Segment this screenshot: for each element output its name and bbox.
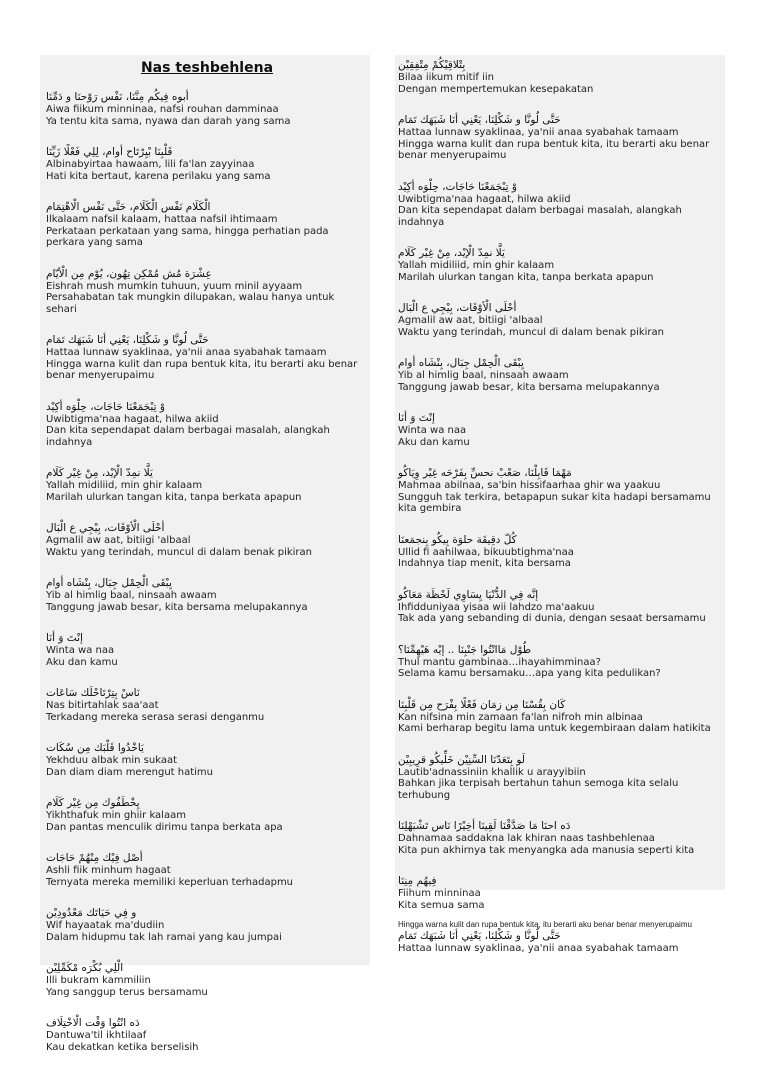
lyric-stanza	[398, 58, 722, 95]
transliteration-line: Hattaa lunnaw syaklinaa, ya'nii anaa syabahak tamaam	[398, 943, 679, 954]
transliteration-line: Mahmaa abilnaa, sa'bin hissifaarhaa ghir wa yaakuu	[398, 480, 661, 491]
translation-line: Kami berharap begitu lama untuk kegembiraan dalam hatikita	[398, 723, 711, 734]
arabic-line: لَو بِتَعَدّنَا السِّنِيْن خَلِّيكُو قرِيبِيْن	[398, 753, 525, 766]
lyric-stanza	[46, 576, 368, 613]
transliteration-line: Yib al himlig baal, ninsaah awaam	[398, 370, 569, 381]
transliteration-line: Illi bukram kammiliin	[46, 975, 151, 986]
arabic-line: دَه احنَا مَا صَدَّقْنَا لَقِينَا أخِيْرًا نَاس تَشْبَهْلِنَا	[398, 820, 571, 832]
lyric-stanza	[46, 466, 368, 503]
transliteration-line: Agmalil aw aat, bitiigi 'albaal	[46, 535, 191, 546]
translation-line: Marilah ulurkan tangan kita, tanpa berkata apapun	[398, 271, 654, 283]
lyric-stanza	[398, 698, 722, 735]
transliteration-line: Yekhduu albak min sukaat	[46, 755, 177, 766]
translation-line: Waktu yang terindah, muncul di dalam benak pikiran	[398, 326, 665, 338]
arabic-line: الْكَلَام نَفْس الْكَلَام، حَتَّى نَفْس الْاهْتِمَام	[46, 201, 211, 213]
lyric-stanza	[398, 533, 722, 570]
lyric-stanza	[398, 301, 722, 338]
lyric-stanza	[398, 356, 722, 393]
arabic-line: حَتَّى لُونَّا و شَكْلِنَا، يَعْنِي أنَا شَبَهَك تَمَام	[46, 334, 209, 346]
arabic-line: طُوْل مَاانْتُوا جَنْبِنَا .. إيْه هَيْهِمِّنَا؟	[398, 643, 532, 656]
lyric-stanza	[46, 521, 368, 558]
arabic-line: دَه انْتُوا وَقْت الْاخْتِلَاف	[46, 1017, 140, 1029]
transliteration-line: Dantuwa'til ikhtilaaf	[46, 1030, 147, 1041]
lyric-stanza	[46, 267, 368, 316]
transliteration-line: Lautib'adnassiniin khallik u arayyibiin	[398, 766, 586, 778]
lyric-stanza	[46, 906, 368, 943]
translation-line: Tak ada yang sebanding di dunia, dengan sesaat bersamamu	[398, 613, 706, 624]
translation-line: Ya tentu kita sama, nyawa dan darah yang sama	[46, 115, 291, 127]
transliteration-line: Bilaa iikum mitif iin	[398, 72, 494, 83]
arabic-line: قَلْبِنَا بْيِرْتَاح أوام، لِلِي فَعْلًا زَيِّنَا	[46, 146, 173, 158]
lyric-stanza	[46, 851, 368, 888]
transliteration-line: Thul mantu gambinaa…ihayahimminaa?	[398, 656, 601, 668]
lyric-stanza	[46, 686, 368, 723]
arabic-line: بِتْلاقِيْكُمْ مِتْفِقِيْن	[398, 59, 466, 71]
arabic-line: إنْتَ وَ أنَا	[398, 412, 435, 424]
song-title: Nas teshbehlena	[140, 60, 274, 76]
translation-line: Selama kamu bersamaku…apa yang kita pedulikan?	[398, 668, 661, 679]
translation-line: Dan kita sependapat dalam berbagai masalah, alangkah indahnya	[46, 425, 330, 448]
transliteration-line: Dahnamaa saddakna lak khiran naas tashbehlenaa	[398, 833, 655, 844]
translation-line: Kita pun akhirnya tak menyangka ada manusia seperti kita	[398, 844, 695, 856]
transliteration-line: Yallah midiliid, min ghir kalaam	[398, 260, 555, 271]
translation-line: Kau dekatkan ketika berselisih	[46, 1041, 199, 1053]
lyric-stanza	[398, 874, 722, 911]
transliteration-line: Aiwa fiikum minninaa, nafsi rouhan damminaa	[46, 104, 279, 115]
arabic-line: الْلِي بُكْرَه مْكَمِّلِيْن	[46, 962, 124, 974]
lyric-stanza	[46, 741, 368, 778]
transliteration-line: Albinabyirtaa hawaam, lili fa'lan zayyinaa	[46, 159, 255, 170]
translation-line: Dan pantas menculik dirimu tanpa berkata apa	[46, 821, 283, 833]
transliteration-line: Ashli fiik minhum hagaat	[46, 865, 171, 876]
lyric-stanza	[46, 400, 368, 449]
arabic-line: أحْلَى الْأوْقَات، بِيْجِي ع الْبَال	[398, 302, 517, 314]
transliteration-line: Yikhthafuk min ghiir kalaam	[46, 810, 186, 821]
translation-line: Hingga warna kulit dan rupa bentuk kita, itu berarti aku benar benar menyerupaimu	[46, 358, 358, 381]
arabic-line: نَاسْ بِتِرْتَاحْلَك سَاعَات	[46, 687, 140, 699]
lyric-stanza	[398, 113, 722, 162]
translation-line: Perkataan perkataan yang sama, hingga perhatian pada perkara yang sama	[46, 225, 329, 248]
arabic-line: فِيهُم مِنِنَا	[398, 875, 437, 887]
translation-line: Yang sanggup terus bersamamu	[46, 986, 208, 998]
transliteration-line: Uwibtigma'naa hagaat, hilwa akiid	[398, 193, 571, 205]
translation-line: Dalam hidupmu tak lah ramai yang kau jumpai	[46, 931, 282, 943]
arabic-line: أصْل فِيْك مِنْهُمْ حَاجَات	[46, 852, 143, 864]
translation-line: Persahabatan tak mungkin dilupakan, walau hanya untuk sehari	[46, 292, 335, 315]
transliteration-line: Ihfidduniyaa yisaa wii lahdzo ma'aakuu	[398, 601, 595, 613]
lyric-stanza	[46, 631, 368, 668]
lyric-stanza	[46, 796, 368, 833]
translation-line: Dan kita sependapat dalam berbagai masalah, alangkah indahnya	[398, 205, 682, 228]
lyric-stanza	[46, 145, 368, 182]
arabic-line: كَان بِقُسْنَا مِن زمَان فَعْلًا بِفْرَح مِن قَلْبِنَا	[398, 698, 566, 711]
translation-line: Bahkan jika terpisah bertahun tahun semoga kita selalu terhubung	[398, 778, 679, 801]
transliteration-line: Ullid fi aahilwaa, bikuubtighma'naa	[398, 546, 574, 558]
arabic-line: وْ تِبْجَمَعْنَا حَاجَات، حِلْوَه أكِيْد	[46, 400, 165, 413]
arabic-line: يِبْقَى الْحِمْل جِبَال، بِنْشَاه أوام	[398, 357, 524, 369]
arabic-line: وْ تِبْجَمَعْنَا حَاجَات، حِلْوَه أكِيْد	[398, 180, 517, 193]
left-column	[46, 58, 368, 1071]
arabic-line: إنَّه فِي الدُّنْيَا يِسَاوِي لَحْظَة مَعَاكُو	[398, 588, 539, 601]
translation-line: Hati kita bertaut, karena perilaku yang sama	[46, 170, 271, 182]
right-column	[398, 58, 722, 973]
arabic-line: حَتَّى لُونَّا و شَكْلِنَا، يَعْنِي أنَا شَبَهَك تَمَام	[398, 930, 561, 942]
arabic-line: حَتَّى لُونَّا و شَكْلِنَا، يَعْنِي أنَا شَبَهَك تَمَام	[398, 114, 561, 126]
translation-line: Ternyata mereka memiliki keperluan terhadapmu	[46, 876, 294, 888]
translation-line: Waktu yang terindah, muncul di dalam benak pikiran	[46, 546, 313, 558]
translation-line: Kita semua sama	[398, 899, 485, 911]
lyric-stanza	[46, 200, 368, 249]
lyric-stanza	[46, 90, 368, 127]
transliteration-line: Yib al himlig baal, ninsaah awaam	[46, 590, 217, 601]
arabic-line: يَلَّا نمِدّ الْإيْد، مِنْ غِيْر كَلَام	[46, 467, 153, 479]
translation-line: Aku dan kamu	[398, 436, 470, 448]
lyric-stanza	[398, 588, 722, 625]
lyric-stanza	[398, 929, 722, 955]
arabic-line: مَهْمَا قَابِلْنَا، صَعْبْ نحسِّ بِفَرْحَه غِيْر وِيَاكُو	[398, 467, 572, 479]
transliteration-line: Eishrah mush mumkin tuhuun, yuum minil ayyaam	[46, 280, 303, 292]
lyric-stanza	[398, 643, 722, 680]
lyric-stanza	[46, 961, 368, 998]
arabic-line: عِشْرَة مُش مُمْكِن تِهُون، يُوْم مِن الْأيّام	[46, 267, 212, 280]
translation-line: Dengan mempertemukan kesepakatan	[398, 83, 594, 95]
arabic-line: أبوه فِيكُم مِنَّنَا، نَفْس رَوْحنَا و دَمِّنَا	[46, 91, 189, 103]
transliteration-line: Agmalil aw aat, bitiigi 'albaal	[398, 315, 543, 326]
translation-line: Indahnya tiap menit, kita bersama	[398, 558, 571, 569]
translation-line: Dan diam diam merengut hatimu	[46, 766, 213, 778]
arabic-line: كُلّ دقِيقَة حلوَة بِيكُو بِنجمَعنَا	[398, 533, 517, 546]
lyric-stanza	[46, 333, 368, 382]
lyric-stanza	[398, 753, 722, 802]
translation-line: Tanggung jawab besar, kita bersama melupakannya	[398, 381, 660, 393]
arabic-line: يِبْقَى الْحِمْل جِبَال، بِنْشَاه أوام	[46, 577, 172, 589]
lyric-stanza	[398, 819, 722, 856]
arabic-line: إنْتَ وَ أنَا	[46, 632, 83, 644]
lyric-stanza	[398, 411, 722, 448]
lyric-stanza	[46, 1016, 368, 1053]
arabic-line: و فِي حَيَاتَك مَعْدُودِيْن	[46, 907, 137, 919]
lyric-stanza	[398, 246, 722, 283]
transliteration-line: Wif hayaatak ma'dudiin	[46, 920, 165, 931]
transliteration-line: Winta wa naa	[398, 425, 467, 436]
arabic-line: أحْلَى الْأوْقَات، بِيْجِي ع الْبَال	[46, 522, 165, 534]
translation-line: Hingga warna kulit dan rupa bentuk kita, itu berarti aku benar benar menyerupaimu	[398, 138, 710, 161]
transliteration-line: Winta wa naa	[46, 645, 115, 656]
transliteration-line: Yallah midiliid, min ghir kalaam	[46, 480, 203, 491]
transliteration-line: Nas bitirtahlak saa'aat	[46, 700, 159, 711]
lyric-stanza	[398, 180, 722, 229]
transliteration-line: Uwibtigma'naa hagaat, hilwa akiid	[46, 413, 219, 425]
transliteration-line: Kan nifsina min zamaan fa'lan nifroh min albinaa	[398, 711, 643, 723]
translation-line: Aku dan kamu	[46, 656, 118, 668]
translation-line: Sungguh tak terkira, betapapun sukar kita hadapi bersamamu kita gembira	[398, 491, 711, 514]
footnote: Hingga warna kulit dan rupa bentuk kita, itu berarti aku benar benar menyerupaimu	[398, 920, 692, 929]
arabic-line: يَلَّا نمِدّ الْإيْد، مِنْ غِيْر كَلَام	[398, 247, 505, 259]
transliteration-line: Hattaa lunnaw syaklinaa, ya'nii anaa syabahak tamaam	[46, 347, 327, 358]
translation-line: Tanggung jawab besar, kita bersama melupakannya	[46, 601, 308, 613]
transliteration-line: Ilkalaam nafsil kalaam, hattaa nafsil ihtimaam	[46, 214, 278, 225]
transliteration-line: Hattaa lunnaw syaklinaa, ya'nii anaa syabahak tamaam	[398, 127, 679, 138]
arabic-line: يَاخْدُوا قَلْبَك مِن سُكَات	[46, 742, 144, 754]
lyric-stanza	[398, 466, 722, 515]
translation-line: Marilah ulurkan tangan kita, tanpa berkata apapun	[46, 491, 302, 503]
arabic-line: يِخْطَفُوك مِن غِيْر كَلَام	[46, 797, 140, 809]
translation-line: Terkadang mereka serasa serasi denganmu	[46, 711, 265, 723]
transliteration-line: Fiihum minninaa	[398, 888, 481, 899]
